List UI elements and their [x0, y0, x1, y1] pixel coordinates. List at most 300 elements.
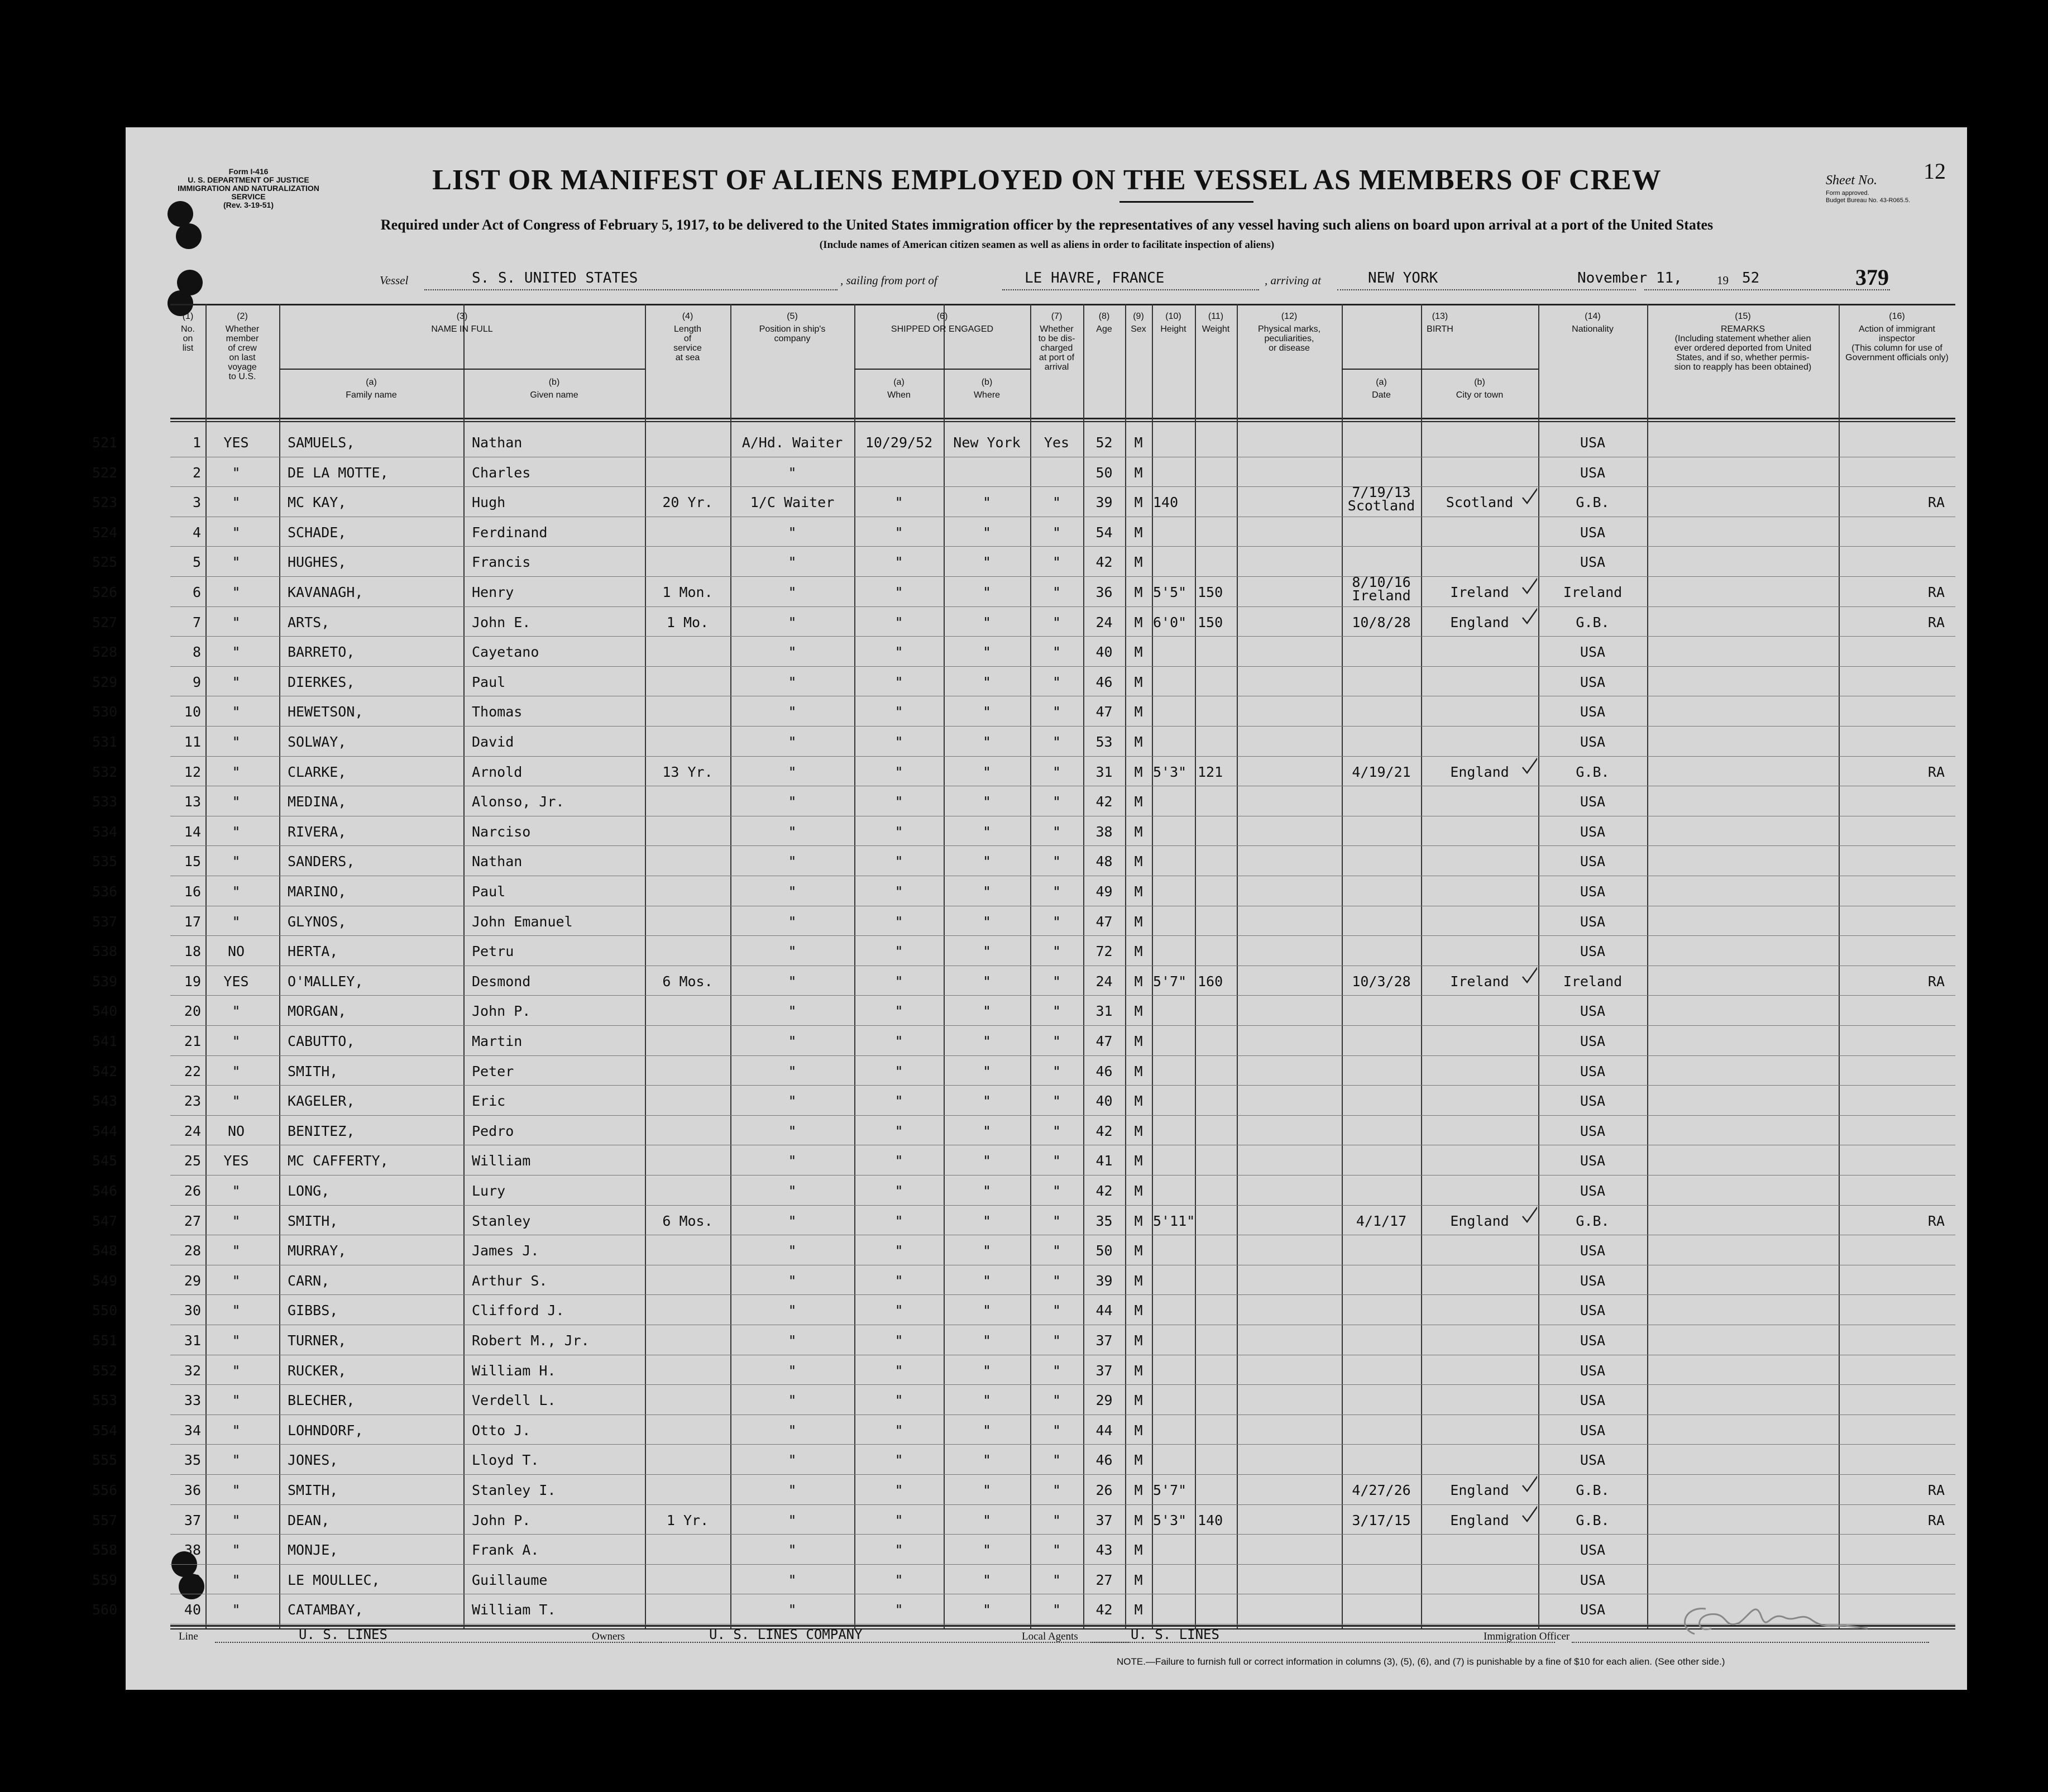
position: A/Hd. Waiter — [741, 434, 843, 451]
shipped-when: " — [894, 1452, 903, 1469]
previous-voyage: " — [232, 1512, 241, 1528]
position: " — [788, 1153, 797, 1169]
position: " — [788, 554, 797, 571]
shipped-where: " — [982, 1362, 992, 1379]
previous-voyage: " — [232, 524, 241, 541]
date-line — [1644, 289, 1890, 290]
given-name: Stanley I. — [472, 1482, 556, 1498]
shipped-where: " — [982, 614, 992, 630]
serial-number: 541 — [92, 1033, 118, 1049]
list-number: 28 — [184, 1243, 201, 1259]
shipped-when: " — [894, 1362, 903, 1379]
given-name: Desmond — [472, 973, 531, 990]
list-number: 17 — [184, 913, 201, 930]
weight: 150 — [1198, 584, 1223, 600]
sex: M — [1134, 1482, 1143, 1498]
position: " — [788, 1392, 797, 1409]
row-rule — [170, 1025, 1955, 1026]
previous-voyage: " — [232, 1093, 241, 1110]
previous-voyage: " — [232, 1392, 241, 1409]
sex: M — [1134, 1571, 1143, 1588]
age: 47 — [1095, 704, 1113, 720]
check-mark-icon — [1521, 1470, 1537, 1493]
column-header-line: (3) — [456, 312, 468, 321]
column-header-line: Action of immigrant — [1859, 324, 1935, 334]
birth-city: England — [1450, 763, 1509, 780]
nationality: USA — [1580, 1063, 1606, 1079]
list-number: 26 — [184, 1183, 201, 1199]
given-name: Paul — [472, 883, 506, 900]
previous-voyage: " — [232, 1482, 241, 1498]
column-header-line: Family name — [346, 390, 397, 400]
nationality: USA — [1580, 823, 1606, 840]
column-header-line: (a) — [366, 377, 377, 387]
discharged: " — [1052, 1332, 1061, 1349]
sex: M — [1134, 584, 1143, 600]
list-number: 30 — [184, 1302, 201, 1319]
inspector-action: RA — [1927, 1212, 1945, 1229]
header-bottom-rule-2 — [170, 421, 1955, 422]
shipped-where: New York — [953, 434, 1021, 451]
shipped-when: " — [894, 763, 903, 780]
given-name: William T. — [472, 1602, 556, 1618]
position: " — [788, 1512, 797, 1528]
given-name: Henry — [472, 584, 514, 600]
discharged: " — [1052, 644, 1061, 661]
position: " — [788, 734, 797, 750]
nationality: USA — [1580, 1602, 1606, 1618]
weight: 160 — [1198, 973, 1223, 990]
nationality: G.B. — [1576, 494, 1610, 511]
shipped-when: " — [894, 823, 903, 840]
sex: M — [1134, 794, 1143, 810]
family-name: SAMUELS, — [288, 434, 355, 451]
sex: M — [1134, 1362, 1143, 1379]
shipped-when: " — [894, 1542, 903, 1559]
discharged: " — [1052, 1571, 1061, 1588]
column-header-line: member — [226, 334, 259, 343]
birth-date: 4/27/26 — [1352, 1482, 1411, 1498]
column-header — [854, 312, 1030, 334]
nationality: G.B. — [1576, 1482, 1610, 1498]
nationality: USA — [1580, 673, 1606, 690]
previous-voyage: NO — [227, 1122, 245, 1139]
nationality: USA — [1580, 1392, 1606, 1409]
shipped-where: " — [982, 1272, 992, 1289]
sex: M — [1134, 494, 1143, 511]
row-rule — [170, 935, 1955, 936]
list-number: 15 — [184, 853, 201, 870]
nationality: USA — [1580, 434, 1606, 451]
position: " — [788, 614, 797, 630]
age: 24 — [1095, 614, 1113, 630]
row-rule — [170, 1294, 1955, 1295]
arrival-date-day: November 11, — [1577, 270, 1682, 286]
serial-number: 554 — [92, 1422, 118, 1439]
approval-line: Budget Bureau No. 43-R065.5. — [1826, 197, 1911, 204]
check-mark-icon — [1521, 1201, 1537, 1224]
row-rule — [170, 486, 1955, 487]
shipped-where: " — [982, 1122, 992, 1139]
position: " — [788, 464, 797, 481]
footer-owners-label: Owners — [592, 1631, 625, 1642]
list-number: 1 — [192, 434, 201, 451]
position: 1/C Waiter — [750, 494, 835, 511]
shipped-when: " — [894, 1122, 903, 1139]
birth-city: Scotland — [1446, 494, 1514, 511]
column-header — [1083, 312, 1125, 334]
list-number: 12 — [184, 763, 201, 780]
previous-voyage: " — [232, 1571, 241, 1588]
column-header-line: Physical marks, — [1257, 324, 1321, 334]
nationality: USA — [1580, 1362, 1606, 1379]
nationality: USA — [1580, 524, 1606, 541]
height: 5'7" — [1153, 973, 1187, 990]
shipped-where: " — [982, 1243, 992, 1259]
shipped-when: " — [894, 704, 903, 720]
column-header-line: City or town — [1456, 390, 1504, 400]
column-header-line: (1) — [182, 312, 194, 321]
sheet-label: Sheet No. — [1826, 173, 1877, 188]
position: " — [788, 1212, 797, 1229]
list-number: 27 — [184, 1212, 201, 1229]
discharged: " — [1052, 1063, 1061, 1079]
position: " — [788, 644, 797, 661]
shipped-when: " — [894, 913, 903, 930]
position: " — [788, 1422, 797, 1439]
shipped-where: " — [982, 1571, 992, 1588]
column-rule — [279, 304, 280, 1628]
age: 49 — [1095, 883, 1113, 900]
shipped-when: " — [894, 794, 903, 810]
discharged: " — [1052, 1362, 1061, 1379]
nationality: USA — [1580, 1542, 1606, 1559]
age: 46 — [1095, 1452, 1113, 1469]
discharged: " — [1052, 883, 1061, 900]
nationality: USA — [1580, 1332, 1606, 1349]
discharged: " — [1052, 673, 1061, 690]
sex: M — [1134, 704, 1143, 720]
shipped-where: " — [982, 943, 992, 960]
sex: M — [1134, 883, 1143, 900]
list-number: 23 — [184, 1093, 201, 1110]
subheader-rule — [279, 369, 645, 370]
shipped-where: " — [982, 973, 992, 990]
family-name: SOLWAY, — [288, 734, 347, 750]
list-number: 24 — [184, 1122, 201, 1139]
form-id-line: U. S. DEPARTMENT OF JUSTICE — [188, 175, 309, 184]
discharged: " — [1052, 1093, 1061, 1110]
nationality: USA — [1580, 1243, 1606, 1259]
serial-number: 555 — [92, 1452, 118, 1469]
column-rule — [463, 304, 465, 1628]
column-header — [1030, 312, 1083, 372]
column-header-line: Date — [1372, 390, 1391, 400]
discharged: " — [1052, 1243, 1061, 1259]
family-name: DE LA MOTTE, — [288, 464, 389, 481]
column-header-line: company — [774, 334, 811, 343]
footer-agents-label: Local Agents — [1022, 1631, 1078, 1642]
footer-line-value: U. S. LINES — [299, 1627, 387, 1642]
shipped-when: " — [894, 1392, 903, 1409]
serial-number: 540 — [92, 1003, 118, 1020]
vessel-line — [424, 289, 838, 290]
column-header-line: Position in ship's — [759, 324, 826, 334]
position: " — [788, 1602, 797, 1618]
given-name: Francis — [472, 554, 531, 571]
family-name: HEWETSON, — [288, 704, 363, 720]
column-header — [730, 312, 854, 343]
shipped-when: " — [894, 524, 903, 541]
serial-number: 523 — [92, 494, 118, 511]
discharged: " — [1052, 1542, 1061, 1559]
officer-signature — [1672, 1595, 1884, 1645]
birth-date: 10/3/28 — [1352, 973, 1411, 990]
column-header — [170, 312, 205, 353]
column-header-line: on last — [229, 353, 256, 362]
shipped-where: " — [982, 673, 992, 690]
age: 47 — [1095, 913, 1113, 930]
birth-date: 3/17/15 — [1352, 1512, 1411, 1528]
given-name: Cayetano — [472, 644, 539, 661]
previous-voyage: " — [232, 1033, 241, 1049]
column-header — [1647, 312, 1839, 372]
shipped-when: " — [894, 1482, 903, 1498]
position: " — [788, 853, 797, 870]
column-header — [1195, 312, 1237, 334]
discharged: " — [1052, 494, 1061, 511]
age: 27 — [1095, 1571, 1113, 1588]
shipped-where: " — [982, 1422, 992, 1439]
serial-number: 528 — [92, 644, 118, 661]
service-length: 1 Yr. — [666, 1512, 709, 1528]
sex: M — [1134, 1302, 1143, 1319]
given-name: Thomas — [472, 704, 523, 720]
column-header-line: (2) — [237, 312, 248, 321]
column-header-line: (4) — [682, 312, 693, 321]
position: " — [788, 1302, 797, 1319]
sex: M — [1134, 763, 1143, 780]
previous-voyage: " — [232, 823, 241, 840]
service-length: 13 Yr. — [662, 763, 713, 780]
column-header-line: inspector — [1879, 334, 1915, 343]
position: " — [788, 973, 797, 990]
list-number: 39 — [184, 1571, 201, 1588]
family-name: LONG, — [288, 1183, 330, 1199]
family-name: DEAN, — [288, 1512, 330, 1528]
shipped-when: " — [894, 1003, 903, 1020]
shipped-when: " — [894, 644, 903, 661]
birth-date: 4/19/21 — [1352, 763, 1411, 780]
age: 31 — [1095, 763, 1113, 780]
nationality: USA — [1580, 1093, 1606, 1110]
shipped-when: 10/29/52 — [865, 434, 933, 451]
position: " — [788, 1183, 797, 1199]
birth-date-note: Ireland — [1352, 587, 1411, 604]
serial-number: 544 — [92, 1122, 118, 1139]
sex: M — [1134, 1452, 1143, 1469]
shipped-when: " — [894, 1512, 903, 1528]
sex: M — [1134, 913, 1143, 930]
discharged: " — [1052, 823, 1061, 840]
column-header-line: (7) — [1051, 312, 1063, 321]
column-header-line: (9) — [1133, 312, 1144, 321]
nationality: USA — [1580, 794, 1606, 810]
family-name: O'MALLEY, — [288, 973, 363, 990]
given-name: Alonso, Jr. — [472, 794, 564, 810]
column-header-line: States, and if so, whether permis- — [1676, 353, 1810, 362]
birth-date: 10/8/28 — [1352, 614, 1411, 630]
given-name: Clifford J. — [472, 1302, 564, 1319]
shipped-where: " — [982, 1512, 992, 1528]
family-name: SMITH, — [288, 1482, 338, 1498]
given-name: Lloyd T. — [472, 1452, 539, 1469]
position: " — [788, 1332, 797, 1349]
previous-voyage: " — [232, 464, 241, 481]
previous-voyage: " — [232, 1362, 241, 1379]
previous-voyage: " — [232, 1183, 241, 1199]
position: " — [788, 704, 797, 720]
sailing-line — [1002, 289, 1259, 290]
form-id — [165, 168, 332, 209]
family-name: LE MOULLEC, — [288, 1571, 380, 1588]
column-header-line: at sea — [675, 353, 700, 362]
discharged: " — [1052, 1452, 1061, 1469]
position: " — [788, 524, 797, 541]
given-name: Martin — [472, 1033, 523, 1049]
discharged: " — [1052, 1602, 1061, 1618]
nationality: G.B. — [1576, 614, 1610, 630]
list-number: 10 — [184, 704, 201, 720]
shipped-when: " — [894, 1033, 903, 1049]
family-name: BLECHER, — [288, 1392, 355, 1409]
serial-number: 525 — [92, 554, 118, 571]
given-name: Nathan — [472, 434, 523, 451]
discharged: " — [1052, 943, 1061, 960]
nationality: USA — [1580, 464, 1606, 481]
position: " — [788, 1003, 797, 1020]
list-number: 19 — [184, 973, 201, 990]
column-header-line: BIRTH — [1427, 324, 1453, 334]
row-rule — [170, 1534, 1955, 1535]
shipped-when: " — [894, 1183, 903, 1199]
previous-voyage: " — [232, 883, 241, 900]
column-header-line: or disease — [1269, 343, 1310, 353]
list-number: 25 — [184, 1153, 201, 1169]
sex: M — [1134, 614, 1143, 630]
column-header — [1839, 312, 1955, 362]
nationality: USA — [1580, 1452, 1606, 1469]
list-number: 7 — [192, 614, 201, 630]
family-name: SANDERS, — [288, 853, 355, 870]
birth-city: England — [1450, 1212, 1509, 1229]
discharged: " — [1052, 614, 1061, 630]
manifest-sheet — [92, 127, 1967, 1690]
serial-number: 533 — [92, 794, 118, 810]
shipped-where: " — [982, 794, 992, 810]
row-rule — [170, 1384, 1955, 1385]
list-number: 9 — [192, 673, 201, 690]
to-port: NEW YORK — [1368, 270, 1438, 286]
sex: M — [1134, 1243, 1143, 1259]
birth-date-note: Scotland — [1347, 498, 1415, 514]
discharged: " — [1052, 734, 1061, 750]
discharged: " — [1052, 584, 1061, 600]
age: 42 — [1095, 1183, 1113, 1199]
shipped-when: " — [894, 1243, 903, 1259]
shipped-when: " — [894, 1272, 903, 1289]
previous-voyage: " — [232, 584, 241, 600]
row-rule — [170, 1474, 1955, 1475]
given-name: James J. — [472, 1243, 539, 1259]
nationality: USA — [1580, 943, 1606, 960]
age: 46 — [1095, 673, 1113, 690]
serial-number: 552 — [92, 1362, 118, 1379]
shipped-when: " — [894, 494, 903, 511]
shipped-where: " — [982, 494, 992, 511]
position: " — [788, 794, 797, 810]
serial-number: 551 — [92, 1332, 118, 1349]
discharged: " — [1052, 1122, 1061, 1139]
previous-voyage: " — [232, 644, 241, 661]
list-number: 3 — [192, 494, 201, 511]
column-header — [1152, 312, 1195, 334]
position: " — [788, 1093, 797, 1110]
column-header-line: (b) — [548, 377, 560, 387]
family-name: HUGHES, — [288, 554, 347, 571]
serial-number: 546 — [92, 1183, 118, 1199]
previous-voyage: " — [232, 614, 241, 630]
family-name: ARTS, — [288, 614, 330, 630]
column-header-line: service — [673, 343, 702, 353]
column-header-line: (12) — [1281, 312, 1298, 321]
row-rule — [170, 1085, 1955, 1086]
age: 42 — [1095, 1122, 1113, 1139]
previous-voyage: " — [232, 1332, 241, 1349]
service-length: 6 Mos. — [662, 1212, 713, 1229]
nationality: USA — [1580, 1272, 1606, 1289]
column-header-line: charged — [1040, 343, 1073, 353]
serial-number: 534 — [92, 823, 118, 840]
discharged: Yes — [1044, 434, 1070, 451]
column-header — [1538, 312, 1647, 334]
column-header-line: ever ordered deported from United — [1674, 343, 1812, 353]
footer-line-label: Line — [179, 1631, 198, 1642]
shipped-where: " — [982, 913, 992, 930]
discharged: " — [1052, 554, 1061, 571]
list-number: 18 — [184, 943, 201, 960]
serial-number: 549 — [92, 1272, 118, 1289]
family-name: DIERKES, — [288, 673, 355, 690]
serial-number: 559 — [92, 1571, 118, 1588]
column-header — [205, 312, 279, 381]
sex: M — [1134, 524, 1143, 541]
given-name: Hugh — [472, 494, 506, 511]
previous-voyage: " — [232, 763, 241, 780]
given-name: Verdell L. — [472, 1392, 556, 1409]
height: 140 — [1153, 494, 1179, 511]
column-rule — [1647, 304, 1648, 1628]
discharged: " — [1052, 1392, 1061, 1409]
arriving-line — [1337, 289, 1636, 290]
column-header-line: to U.S. — [228, 372, 256, 381]
shipped-when: " — [894, 1602, 903, 1618]
age: 39 — [1095, 1272, 1113, 1289]
list-number: 11 — [184, 734, 201, 750]
row-rule — [170, 1504, 1955, 1505]
column-header-line: to be dis- — [1038, 334, 1075, 343]
age: 46 — [1095, 1063, 1113, 1079]
